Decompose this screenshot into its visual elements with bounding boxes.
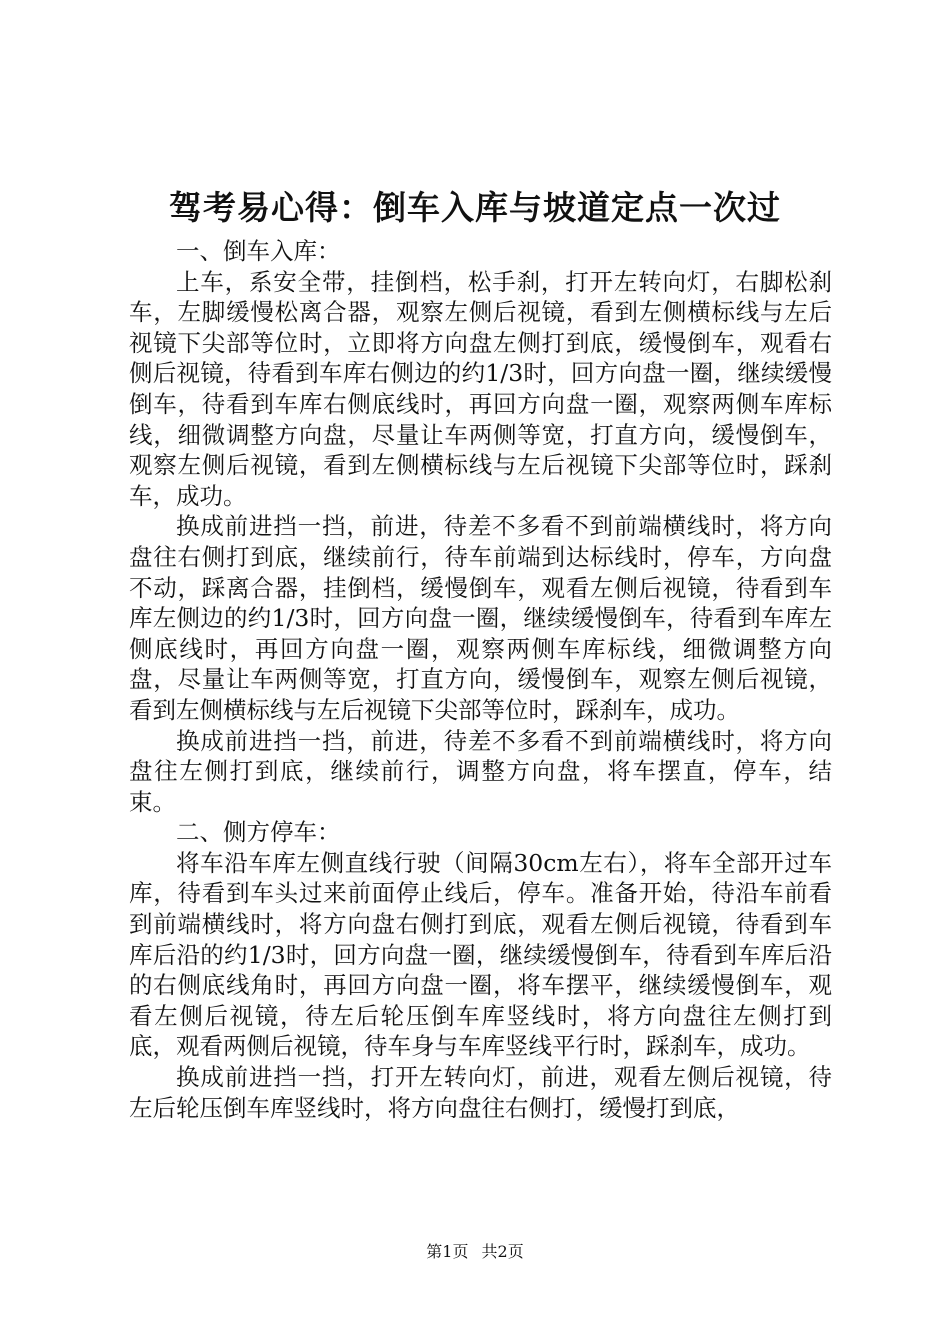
paragraph: 换成前进挡一挡，前进，待差不多看不到前端横线时，将方向盘往右侧打到底，继续前行，待车前端到达标线时，停车，方向盘不动，踩离合器，挂倒档，缓慢倒车，观看左侧后视镜，待看到车库左侧边的约1/3时，回方向盘一圈，继续缓慢倒车，待看到车库左侧底线时，再回方向盘一圈，观察两侧车库标线，细微调整方向盘，尽量让车两侧等宽，打直方向，缓慢倒车，观察左侧后视镜，看到左侧横标线与左后视镜下尖部等位时，踩刹车，成功。 bbox=[129, 512, 832, 724]
page-total: 共2页 bbox=[481, 1242, 524, 1261]
paragraph: 将车沿车库左侧直线行驶（间隔30cm左右），将车全部开过车库，待看到车头过来前面停止线后，停车。准备开始，待沿车前看到前端横线时，将方向盘右侧打到底，观看左侧后视镜，待看到车库后沿的约1/3时，回方向盘一圈，继续缓慢倒车，待看到车库后沿的右侧底线角时，再回方向盘一圈，将车摆平，继续缓慢倒车，观看左侧后视镜，待左后轮压倒车库竖线时，将方向盘往左侧打到底，观看两侧后视镜，待车身与车库竖线平行时，踩刹车，成功。 bbox=[129, 848, 832, 1061]
document-body bbox=[129, 236, 832, 1123]
paragraph: 上车，系安全带，挂倒档，松手刹，打开左转向灯，右脚松刹车，左脚缓慢松离合器，观察左侧后视镜，看到左侧横标线与左后视镜下尖部等位时，立即将方向盘左侧打到底，缓慢倒车，观看右侧后视镜，待看到车库右侧边的约1/3时，回方向盘一圈，继续缓慢倒车，待看到车库右侧底线时，再回方向盘一圈，观察两侧车库标线，细微调整方向盘，尽量让车两侧等宽，打直方向，缓慢倒车，观察左侧后视镜，看到左侧横标线与左后视镜下尖部等位时，踩刹车，成功。 bbox=[129, 267, 832, 510]
paragraph: 换成前进挡一挡，打开左转向灯，前进，观看左侧后视镜，待左后轮压倒车库竖线时，将方向盘往右侧打，缓慢打到底， bbox=[129, 1063, 832, 1122]
page-number: 第1页 bbox=[426, 1242, 469, 1261]
section-heading-side-parking: 二、侧方停车： bbox=[176, 818, 341, 847]
section-heading-reverse-parking: 一、倒车入库： bbox=[176, 237, 341, 265]
document-title: 驾考易心得：倒车入库与坡道定点一次过 bbox=[169, 188, 781, 227]
page-footer bbox=[0, 1241, 950, 1263]
paragraph: 换成前进挡一挡，前进，待差不多看不到前端横线时，将方向盘往左侧打到底，继续前行，调整方向盘，将车摆直，停车，结束。 bbox=[129, 726, 832, 816]
